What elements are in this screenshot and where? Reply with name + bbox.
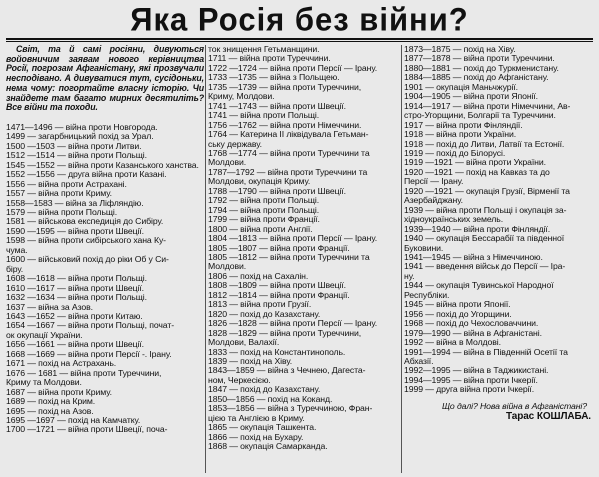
timeline-entry: ном, Черкесією.	[208, 374, 271, 385]
timeline-entry: 1813 — війна проти Грузії.	[208, 299, 312, 310]
timeline-entry: 1695 — похід на Азов.	[6, 405, 94, 416]
timeline-entry: 1812 —1814 — війна проти Франції.	[208, 289, 350, 300]
timeline-entry: 1992 — війна в Молдові.	[404, 337, 501, 348]
timeline-entry: Молдови, Валахії.	[208, 337, 280, 348]
timeline-entry: 1722 —1724 — війна проти Персії — Ірану.	[208, 62, 378, 73]
timeline-entry: 1581 — військова експедиція до Сибіру.	[6, 216, 164, 227]
timeline-entry: 1847 — похід до Казахстану.	[208, 384, 321, 395]
timeline-entry: 1695 —1697 — похід на Камчатку.	[6, 414, 141, 425]
timeline-entry: 1787—1792 — війна проти Туреччини та	[208, 166, 368, 177]
column-divider	[401, 45, 402, 473]
timeline-entry: 1676 — 1681 — війна проти Туреччини,	[6, 367, 162, 378]
author-signature: Тарас КОШЛАБА.	[505, 411, 591, 423]
timeline-entry: 1979—1990 — війна в Афганістані.	[404, 327, 542, 338]
timeline-entry: 1920 —1921 — окупація Грузії, Вірменії та	[404, 185, 570, 196]
timeline-entry: 1853—1856 — війна з Туреччиною, Фран-	[208, 403, 373, 414]
timeline-entry: 1940 — окупація Бессарабії та південної	[404, 233, 565, 244]
headline-rule	[6, 38, 593, 40]
timeline-entry: 1741 — війна проти Польщі.	[208, 110, 320, 121]
timeline-entry: 1598 — війна проти сибірського хана Ку-	[6, 235, 166, 246]
timeline-entry: 1945 — війна проти Японії.	[404, 299, 511, 310]
timeline-entry: 1471—1496 — війна проти Новгорода.	[6, 121, 158, 132]
timeline-entry: 1865 — окупація Ташкента.	[208, 422, 317, 433]
timeline-entry: 1499 — загарбницький похід за Урал.	[6, 131, 154, 142]
headline-rule-thin	[6, 41, 593, 42]
timeline-entry: 1826 —1828 — війна проти Персії — Ірану.	[208, 318, 378, 329]
timeline-entry: 1999 — друга війна проти Ічкерії.	[404, 384, 535, 395]
timeline-entry: 1600 — військовий похід до ріки Об у Си-	[6, 254, 169, 265]
timeline-entry: 1918 — похід до Литви, Латвії та Естонії.	[404, 138, 565, 149]
timeline-entry: 1866 — похід на Бухару.	[208, 431, 304, 442]
timeline-entry: 1608 —1618 — війна проти Польщі.	[6, 273, 147, 284]
timeline-entry: 1689 — похід на Крим.	[6, 396, 96, 407]
timeline-entry: стро-Угорщини, Болгарії та Туреччини.	[404, 110, 556, 121]
timeline-entry: 1806 — похід на Сахалін.	[208, 270, 309, 281]
timeline-entry: Молдови.	[208, 261, 247, 272]
timeline-entry: 1741 —1743 — війна проти Швеції.	[208, 100, 346, 111]
timeline-entry: 1901 — окупація Маньчжурії.	[404, 81, 518, 92]
column-2	[208, 45, 400, 473]
timeline-entry: 1610 —1617 — війна проти Швеції.	[6, 282, 144, 293]
col1-list	[6, 123, 204, 435]
timeline-entry: ну.	[404, 270, 415, 281]
timeline-entry: 1968 — похід до Чехословаччини.	[404, 318, 539, 329]
timeline-entry: 1919 — похід до Білорусі.	[404, 147, 506, 158]
timeline-entry: 1545 —1552 — війна проти Казанського ханства.	[6, 159, 199, 170]
timeline-entry: 1992—1995 — війна в Таджикистані.	[404, 365, 549, 376]
timeline-entry: 1643 —1652 — війна проти Китаю.	[6, 310, 143, 321]
timeline-entry: 1939 — війна проти Польщі і окупація за-	[404, 204, 567, 215]
timeline-entry: 1877—1878 — війна проти Туреччини.	[404, 53, 555, 64]
timeline-entry: 1687 — війна проти Криму.	[6, 386, 112, 397]
intro-paragraph: Світ, та й самі росіяни, дивуються войовничим заявам нового керівництва Росії, погрозам Афганістану, які прозвучали несподівано. А дивуватися тут, сусідоньки, нема чому: погортайте власну історію. Чи знайдете там багато мирних десятиліть? Все війни та походи.	[6, 45, 204, 113]
col3-list	[404, 45, 595, 395]
timeline-entry: 1556 — війна проти Астрахані.	[6, 178, 127, 189]
timeline-entry: 1557 — війна проти Криму.	[6, 188, 112, 199]
timeline-entry: 1735 —1739 — війна проти Туреччини,	[208, 81, 362, 92]
timeline-entry: 1880—1881 — похід до Туркменистану.	[404, 62, 559, 73]
timeline-entry: Криму та Молдови.	[6, 377, 82, 388]
timeline-entry: 1828 —1829 — війна проти Туреччини,	[208, 327, 362, 338]
timeline-entry: 1920 —1921 — похід на Кавказ та до	[404, 166, 550, 177]
headline: Яка Росія без війни?	[130, 1, 469, 38]
timeline-entry: Молдови, окупація Криму.	[208, 176, 311, 187]
column-3	[404, 45, 595, 473]
timeline-entry: 1808 —1809 — війна проти Швеції.	[208, 280, 346, 291]
timeline-entry: Республіки.	[404, 289, 450, 300]
timeline-entry: 1500 —1503 — війна проти Литви.	[6, 140, 142, 151]
timeline-entry: 1764 — Катерина II ліквідувала Гетьман-	[208, 129, 369, 140]
timeline-entry: 1671 — похід на Астрахань.	[6, 358, 117, 369]
timeline-entry: 1820 — похід до Казахстану.	[208, 308, 321, 319]
timeline-entry: 1512 —1514 — війна проти Польщі.	[6, 150, 147, 161]
timeline-entry: 1918 — війна проти України.	[404, 129, 517, 140]
timeline-entry: 1839 — похід на Хіву.	[208, 355, 293, 366]
timeline-entry: 1850—1856 — похід на Коканд.	[208, 393, 333, 404]
timeline-entry: Криму, Молдови.	[208, 91, 275, 102]
timeline-entry: 1756 —1762 — війна проти Німеччини.	[208, 119, 362, 130]
timeline-entry: 1800 — війна проти Англії.	[208, 223, 313, 234]
timeline-entry: 1868 — окупація Самарканда.	[208, 441, 328, 452]
timeline-entry: 1994—1995 — війна проти Ічкерії.	[404, 374, 538, 385]
timeline-entry: ську державу.	[208, 138, 262, 149]
timeline-entry: 1833 — похід на Константинополь.	[208, 346, 346, 357]
timeline-entry: 1805 —1807 — війна проти Франції.	[208, 242, 350, 253]
timeline-entry: 1637 — війна за Азов.	[6, 301, 93, 312]
timeline-entry: 1711 — війна проти Туреччини.	[208, 53, 331, 64]
timeline-entry: 1654 —1667 — війна проти Польщі, почат-	[6, 320, 174, 331]
timeline-entry: 1799 — війна проти Франції.	[208, 214, 320, 225]
timeline-entry: 1991—1994 — війна в Південній Осетії та	[404, 346, 568, 357]
timeline-entry: 1733 —1735 — війна з Польщею.	[208, 72, 340, 83]
timeline-entry: 1884—1885 — похід до Афганістану.	[404, 72, 549, 83]
timeline-entry: Абхазії.	[404, 355, 434, 366]
timeline-entry: 1843—1859 — війна з Чечнею, Дагеста-	[208, 365, 366, 376]
timeline-entry: 1632 —1634 — війна проти Польщі.	[6, 292, 147, 303]
timeline-entry: Персії — Ірану.	[404, 176, 464, 187]
timeline-entry: 1794 — війна проти Польщі.	[208, 204, 320, 215]
timeline-entry: 1941 — введення військ до Персії — Іра-	[404, 261, 566, 272]
timeline-entry: цією та Англією в Криму.	[208, 412, 305, 423]
timeline-entry: 1590 —1595 — війна проти Швеції.	[6, 225, 144, 236]
timeline-entry: 1956 — похід до Угорщини.	[404, 308, 512, 319]
col2-list	[208, 45, 400, 451]
timeline-entry: 1792 — війна проти Польщі.	[208, 195, 320, 206]
timeline-entry: 1768 —1774 — війна проти Туреччини та	[208, 147, 370, 158]
timeline-entry: 1805 —1812 — війна проти Туреччини та	[208, 251, 370, 262]
timeline-entry: біру.	[6, 263, 24, 274]
timeline-entry: ток знищення Гетьманщини.	[208, 45, 320, 54]
timeline-entry: 1939—1940 — війна проти Фінляндії.	[404, 223, 551, 234]
timeline-entry: чума.	[6, 244, 28, 255]
timeline-entry: ок окупації України.	[6, 329, 83, 340]
timeline-entry: 1944 — окупація Тувинської Народної	[404, 280, 554, 291]
timeline-entry: 1668 —1669 — війна проти Персії -. Ірану.	[6, 348, 172, 359]
timeline-entry: 1904—1905 — війна проти Японії.	[404, 91, 538, 102]
closing-question: Що далі? Нова війна в Афганістані?	[442, 400, 587, 411]
timeline-entry: хідноукраїнських земель.	[404, 214, 504, 225]
timeline-entry: Буковини.	[404, 242, 444, 253]
column-1	[6, 45, 204, 473]
timeline-entry: 1804 —1813 — війна проти Персії — Ірану.	[208, 233, 378, 244]
timeline-entry: 1558—1583 — війна за Ліфляндію.	[6, 197, 144, 208]
timeline-entry: 1552 —1556 — друга війна проти Казані.	[6, 169, 167, 180]
timeline-entry: 1919 —1921 — війна проти України.	[404, 157, 546, 168]
timeline-entry: 1700 —1721 — війна проти Швеції, поча-	[6, 424, 168, 435]
timeline-entry: 1941—1945 — війна з Німеччиною.	[404, 251, 543, 262]
timeline-entry: 1579 — війна проти Польщі.	[6, 207, 118, 217]
timeline-entry: 1917 — війна проти Фінляндії.	[404, 119, 523, 130]
timeline-entry: Азербайджану.	[404, 195, 463, 206]
timeline-entry: 1914—1917 — війна проти Німеччини, Ав-	[404, 100, 571, 111]
timeline-entry: 1656 —1661 — війна проти Швеції.	[6, 339, 144, 350]
timeline-entry: Молдови.	[208, 157, 247, 168]
timeline-entry: 1788 —1790 — війна проти Швеції.	[208, 185, 346, 196]
timeline-entry: 1873—1875 — похід на Хіву.	[404, 45, 516, 54]
column-divider	[205, 45, 206, 473]
